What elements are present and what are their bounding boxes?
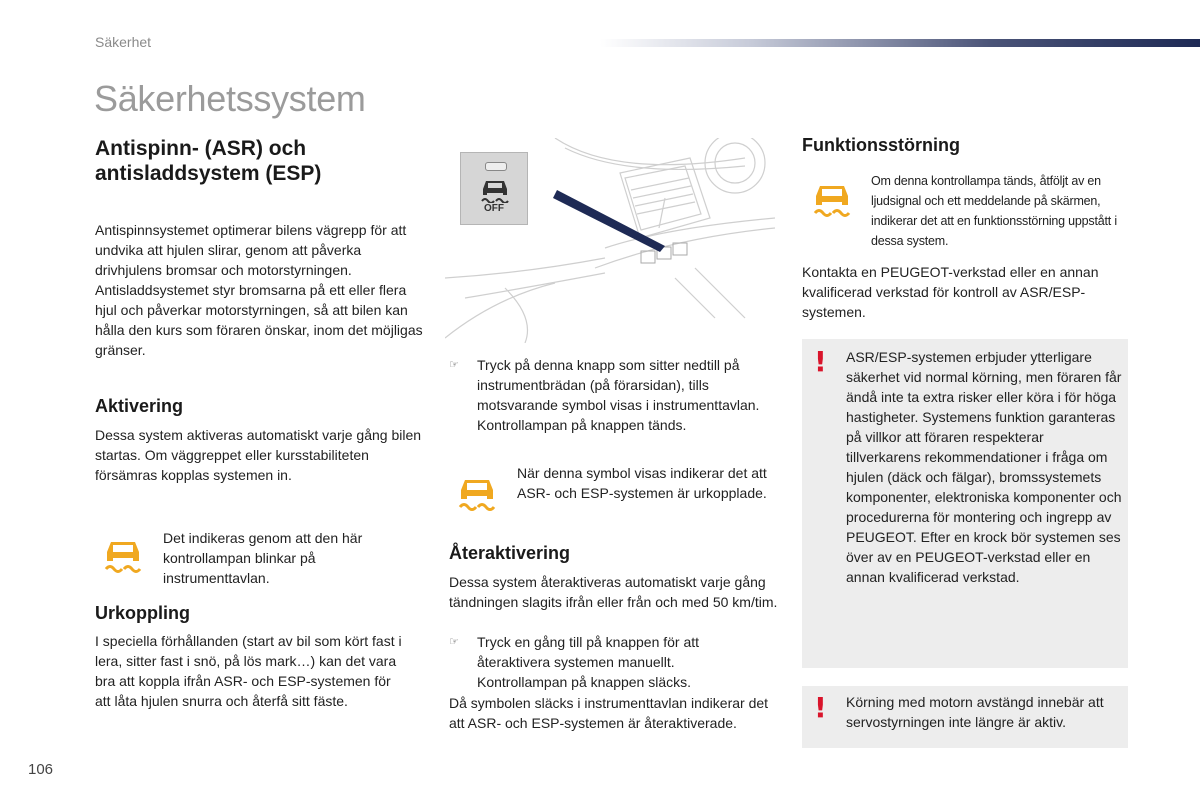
warning-safety-text: ASR/ESP-systemen erbjuder ytterligare säkerhet vid normal körning, men föraren får ändå inte ta extra risker eller köra i för höga hastigheter. Systemens funktion garanteras på villkor att föraren respekterar tillverkarens rekommendationer i fråga om hjulen (däck och fälgar), bromssystemets komponenter, elektroniska komponenter och procedurerna för montering och ingrepp av PEUGEOT. Efter en krock bör systemen ses över av en PEUGEOT-verkstad eller en annan kvalificerad verkstad. xyxy=(846,349,1122,585)
section-label: Säkerhet xyxy=(95,34,152,50)
page-title: Säkerhetssystem xyxy=(94,78,366,119)
bullet-reactivate xyxy=(449,632,769,692)
hand-pointer-icon: ☞ xyxy=(449,359,459,371)
activation-text: Dessa system aktiveras automatiskt varje gång bilen startas. Om väggreppet eller kursstabiliteten försämras kopplas systemen in. xyxy=(95,427,422,483)
esp-off-button[interactable] xyxy=(460,152,528,225)
warning-box-safety xyxy=(802,339,1128,668)
activation-heading: Aktivering xyxy=(95,396,184,416)
deactivation-text: I speciella förhållanden (start av bil som kört fast i lera, sitter fast i snö, på lös mark…) kan det vara bra att koppla ifrån ASR- och ESP-systemen för att låta hjulen snurra och återfå sitt fäste. xyxy=(95,633,402,709)
intro-text: Antispinnsystemet optimerar bilens vägrepp för att undvika att hjulen slirar, genom att påverka drivhjulens bromsar och motorstyrningen. Antisladdsystemet styr bromsarna på ett eller flera hjul och påverkar motorstyrningen, så att bilen kan hålla den kurs som föraren önskar, inom det möjligas gränser. xyxy=(95,222,423,358)
esp-off-icon-note: När denna symbol visas indikerar det att ASR- och ESP-systemen är urkopplade. xyxy=(517,465,767,501)
esp-lamp-icon xyxy=(103,536,143,581)
malfunction-lamp-icon xyxy=(812,180,852,225)
lamp-off-text: Kontrollampan på knappen släcks. xyxy=(477,674,692,690)
button-off-label: OFF xyxy=(484,203,504,214)
warning-steering-text: Körning med motorn avstängd innebär att servostyrningen inte längre är aktiv. xyxy=(846,694,1104,730)
malfunction-contact-text: Kontakta en PEUGEOT-verkstad eller en annan kvalificerad verkstad för kontroll av ASR/ESP-systemen. xyxy=(802,264,1099,320)
page-number: 106 xyxy=(28,761,54,778)
malfunction-heading: Funktionsstörning xyxy=(802,135,960,155)
button-indicator-led xyxy=(485,162,507,171)
header-gradient-bar xyxy=(600,39,1200,47)
bullet-press-text: Tryck på denna knapp som sitter nedtill på instrumentbrädan (på förarsidan), tills motsvarande symbol visas i instrumenttavlan. xyxy=(477,357,760,413)
reactivated-text: Då symbolen släcks i instrumenttavlan indikerar det att ASR- och ESP-systemen är återaktiverade. xyxy=(449,695,769,731)
bullet-press-button xyxy=(449,355,769,435)
main-heading: Antispinn- (ASR) och antisladdsystem (ESP) xyxy=(95,137,322,185)
lamp-on-text: Kontrollampan på knappen tänds. xyxy=(477,417,687,433)
activation-icon-note: Det indikeras genom att den här kontrollampan blinkar på instrumenttavlan. xyxy=(163,530,363,586)
exclamation-icon: ! xyxy=(814,345,827,378)
hand-pointer-icon: ☞ xyxy=(449,636,459,648)
reactivation-text: Dessa system återaktiveras automatiskt varje gång tändningen slagits ifrån eller från och med 50 km/tim. xyxy=(449,574,778,610)
esp-off-lamp-icon xyxy=(457,474,497,519)
malfunction-icon-note: Om denna kontrollampa tänds, åtföljt av en ljudsignal och ett meddelande på skärmen, indikerar det att en funktionsstörning uppstått i dessa system. xyxy=(871,174,1117,248)
bullet-press2-text: Tryck en gång till på knappen för att återaktivera systemen manuellt. xyxy=(477,634,700,670)
warning-box-steering xyxy=(802,686,1128,748)
exclamation-icon: ! xyxy=(814,691,827,724)
reactivation-heading: Återaktivering xyxy=(449,543,571,563)
deactivation-heading: Urkoppling xyxy=(95,603,190,623)
